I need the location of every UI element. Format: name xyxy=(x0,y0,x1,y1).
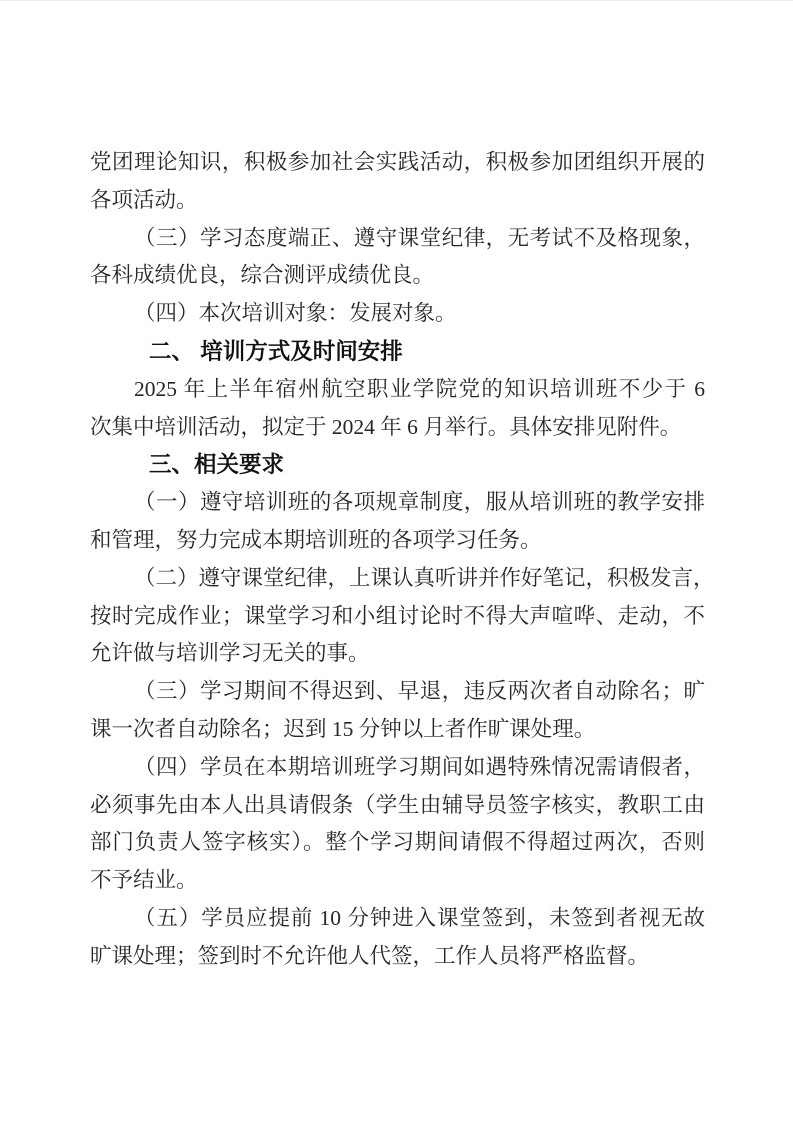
section-heading xyxy=(90,333,705,371)
text-line: 次集中培训活动，拟定于 2024 年 6 月举行。具体安排见附件。 xyxy=(90,414,682,439)
text-line: 不予结业。 xyxy=(90,868,198,893)
paragraph xyxy=(90,295,705,333)
text-line: 允许做与培训学习无关的事。 xyxy=(90,641,370,666)
text-line: （五）学员应提前 10 分钟进入课堂签到，未签到者视无故 xyxy=(134,905,705,930)
paragraph xyxy=(90,560,715,673)
heading-line: 二、 培训方式及时间安排 xyxy=(149,338,403,364)
text-line: （四）本次培训对象：发展对象。 xyxy=(134,301,457,326)
paragraph xyxy=(90,749,705,900)
paragraph xyxy=(90,673,705,749)
text-line: （四）学员在本期培训班学习期间如遇特殊情况需请假者， xyxy=(134,754,705,779)
text-line: 2025 年上半年宿州航空职业学院党的知识培训班不少于 6 xyxy=(134,376,705,401)
text-line: 各项活动。 xyxy=(90,187,198,212)
section-heading xyxy=(90,446,705,484)
page-top-edge xyxy=(0,0,793,1)
text-line: 部门负责人签字核实）。整个学习期间请假不得超过两次，否则 xyxy=(90,830,705,855)
text-line: 各科成绩优良，综合测评成绩优良。 xyxy=(90,263,435,288)
paragraph xyxy=(90,900,705,976)
heading-line: 三、相关要求 xyxy=(149,452,285,478)
paragraph xyxy=(90,371,705,447)
paragraph xyxy=(90,144,705,220)
document-body xyxy=(90,144,715,976)
text-line: 党团理论知识，积极参加社会实践活动，积极参加团组织开展的 xyxy=(90,150,705,174)
text-line: 课一次者自动除名；迟到 15 分钟以上者作旷课处理。 xyxy=(90,716,596,741)
paragraph xyxy=(90,484,705,560)
text-line: 和管理，努力完成本期培训班的各项学习任务。 xyxy=(90,527,542,552)
text-line: 按时完成作业；课堂学习和小组讨论时不得大声喧哗、走动，不 xyxy=(90,603,705,628)
text-line: 必须事先由本人出具请假条（学生由辅导员签字核实，教职工由 xyxy=(90,792,705,817)
text-line: 旷课处理；签到时不允许他人代签，工作人员将严格监督。 xyxy=(90,943,650,968)
text-line: （三）学习期间不得迟到、早退，违反两次者自动除名；旷 xyxy=(134,679,705,704)
text-line: （二）遵守课堂纪律，上课认真听讲并作好笔记，积极发言， xyxy=(134,565,715,590)
paragraph xyxy=(90,220,705,296)
text-line: （一）遵守培训班的各项规章制度，服从培训班的教学安排 xyxy=(134,490,705,515)
text-line: （三）学习态度端正、遵守课堂纪律，无考试不及格现象， xyxy=(134,225,705,250)
